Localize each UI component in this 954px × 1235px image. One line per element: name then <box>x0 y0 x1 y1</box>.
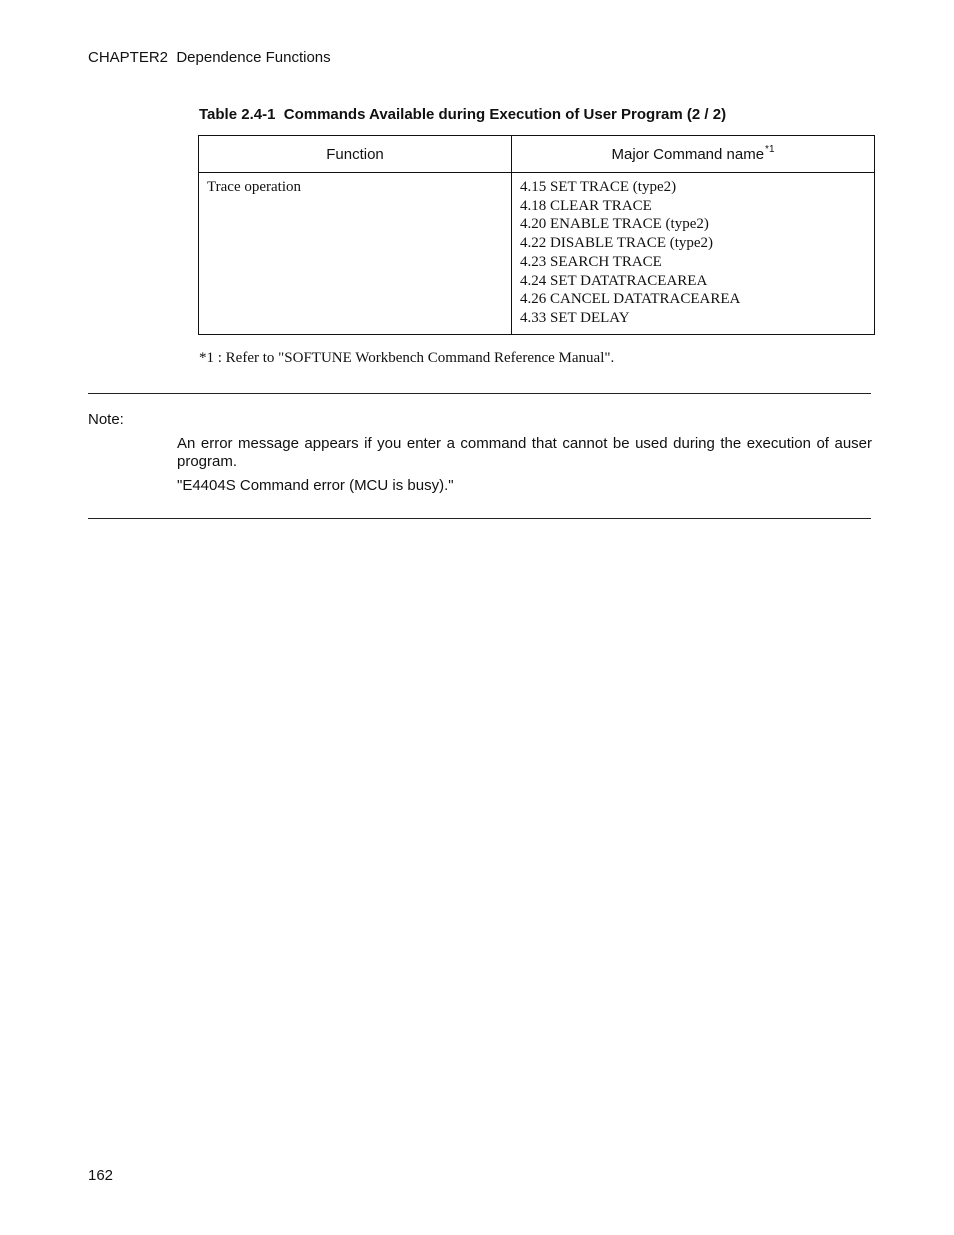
note-body: An error message appears if you enter a command that cannot be used during the execution of auser program. <box>177 435 872 470</box>
command-item: 4.24 SET DATATRACEAREA <box>520 272 708 289</box>
note-error-message: "E4404S Command error (MCU is busy)." <box>177 477 454 494</box>
command-item: 4.26 CANCEL DATATRACEAREA <box>520 291 741 308</box>
table-header-row <box>199 136 875 173</box>
cell-commands <box>512 173 875 335</box>
command-item: 4.23 SEARCH TRACE <box>520 253 662 270</box>
table-row <box>199 173 875 335</box>
command-item: 4.33 SET DELAY <box>520 309 630 326</box>
command-item: 4.22 DISABLE TRACE (type2) <box>520 235 714 252</box>
column-header-command <box>512 136 875 173</box>
table-footnote: *1 : Refer to "SOFTUNE Workbench Command Reference Manual". <box>199 350 615 366</box>
page-number: 162 <box>88 1167 114 1184</box>
command-item: 4.18 CLEAR TRACE <box>520 197 652 214</box>
column-header-function-label: Function <box>326 145 384 163</box>
note-label: Note: <box>88 411 124 428</box>
table-caption: Table 2.4-1 Commands Available during Execution of User Program (2 / 2) <box>199 106 727 123</box>
cell-function: Trace operation <box>199 173 512 335</box>
footnote-ref: *1 <box>765 143 775 155</box>
column-header-function <box>199 136 512 173</box>
note-top-divider <box>88 393 871 394</box>
running-header: CHAPTER2 Dependence Functions <box>88 49 331 66</box>
command-item: 4.15 SET TRACE (type2) <box>520 179 677 195</box>
commands-table <box>198 135 875 335</box>
command-item: 4.20 ENABLE TRACE (type2) <box>520 216 709 233</box>
column-header-command-label: Major Command name <box>611 145 765 163</box>
note-bottom-divider <box>88 518 871 519</box>
